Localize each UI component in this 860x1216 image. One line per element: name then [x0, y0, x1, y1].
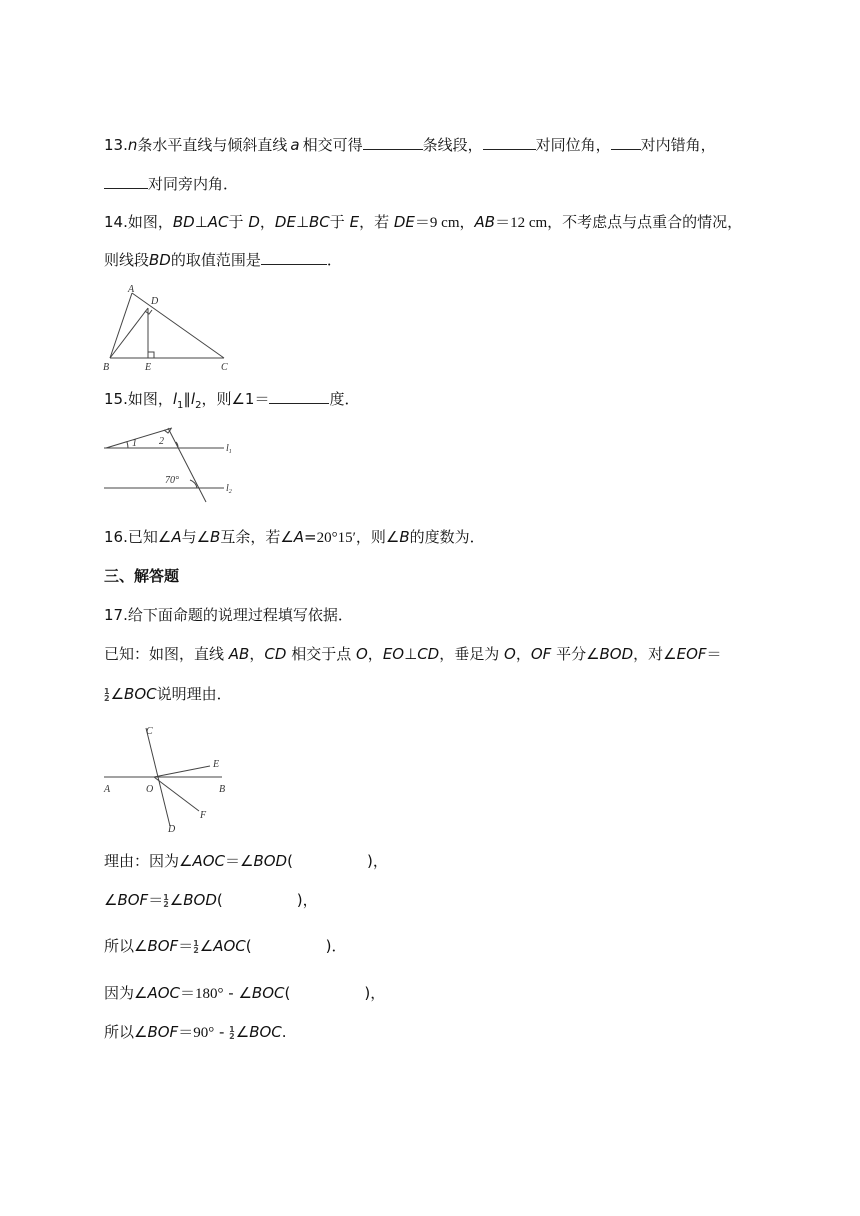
fraction-half: 1 2 — [104, 686, 110, 703]
label-F: F — [200, 810, 207, 821]
q16-number: 16.已知∠ — [104, 528, 172, 546]
label-D: D — [151, 296, 159, 307]
answer-blank[interactable] — [483, 135, 536, 150]
var-a: a — [290, 136, 300, 154]
answer-blank[interactable] — [261, 250, 327, 265]
line-l2-label: l — [226, 483, 229, 494]
q16-line1: 16.已知∠A与∠B互余，若∠A=20°15′，则∠B的度数为． — [104, 528, 485, 546]
angle-1-label: 1 — [132, 438, 137, 449]
var-n: n — [127, 136, 138, 154]
label-B: B — [219, 784, 226, 795]
q15-figure — [102, 420, 242, 504]
angle-70-label: 70° — [165, 475, 179, 486]
q14-line2: 则线段BD的取值范围是 ． — [104, 251, 342, 269]
section-heading: 三、解答题 — [104, 567, 180, 585]
q15-line1: 15.如图，$l_1\parallel l_2$，则∠1＝ 度． — [104, 390, 360, 411]
q17-reason-1: 理由：因为∠AOC＝∠BOD( )， — [104, 852, 388, 870]
label-A: A — [104, 784, 111, 795]
fraction-half: 1 2 — [229, 1024, 235, 1041]
q14-number: 14.如图， — [104, 213, 173, 231]
q14-line1: 14.如图，BD⊥AC于 D，DE⊥BC于 E，若 DE＝9 cm，AB＝12 cm，不考虑点与点重合的情况， — [104, 213, 743, 231]
q13-line2: 对同旁内角． — [104, 174, 238, 194]
q13-number: 13. — [104, 136, 128, 154]
svg-text:l2: $l_2$ — [226, 483, 232, 495]
q17-figure — [100, 722, 240, 836]
answer-blank[interactable] — [269, 389, 329, 404]
label-A: A — [128, 284, 135, 295]
fraction-half: 1 2 — [163, 892, 169, 909]
label-O: O — [146, 784, 154, 795]
fraction-half: 1 2 — [193, 938, 199, 955]
q17-title: 17.给下面命题的说理过程填写依据． — [104, 606, 353, 624]
q17-given-line1: 已知：如图，直线 AB，CD 相交于点 O，EO⊥CD，垂足为 O，OF 平分∠BOD，对∠EOF＝ — [104, 645, 722, 663]
q14-figure — [100, 282, 240, 376]
answer-blank[interactable] — [363, 135, 423, 150]
label-B: B — [103, 362, 110, 373]
q17-reason-2: ∠BOF＝ 1 2 ∠BOD( )， — [104, 891, 318, 909]
q17-reason-4: 因为∠AOC＝180° - ∠BOC( )， — [104, 984, 386, 1002]
angle-2-label: 2 — [159, 436, 164, 447]
svg-text:l1: $l_1$ — [226, 443, 232, 455]
q17-reason-3: 所以∠BOF＝ 1 2 ∠AOC( )． — [104, 937, 347, 955]
q15-number: 15.如图， — [104, 390, 173, 408]
label-C: C — [221, 362, 228, 373]
q17-given-line2: 1 2 ∠BOC说明理由． — [104, 685, 232, 703]
label-D: D — [168, 824, 176, 835]
answer-blank[interactable] — [611, 135, 641, 150]
label-C: C — [146, 726, 153, 737]
label-E: E — [145, 362, 152, 373]
line-l1-label: l — [226, 443, 229, 454]
q13-line1: 13.n条水平直线与倾斜直线 a 相交可得 条线段， 对同位角， 对内错角， — [104, 136, 716, 154]
label-E: E — [213, 759, 220, 770]
answer-blank[interactable] — [104, 174, 148, 189]
q17-reason-5: 所以∠BOF＝90° - 1 2 ∠BOC. — [104, 1023, 287, 1041]
